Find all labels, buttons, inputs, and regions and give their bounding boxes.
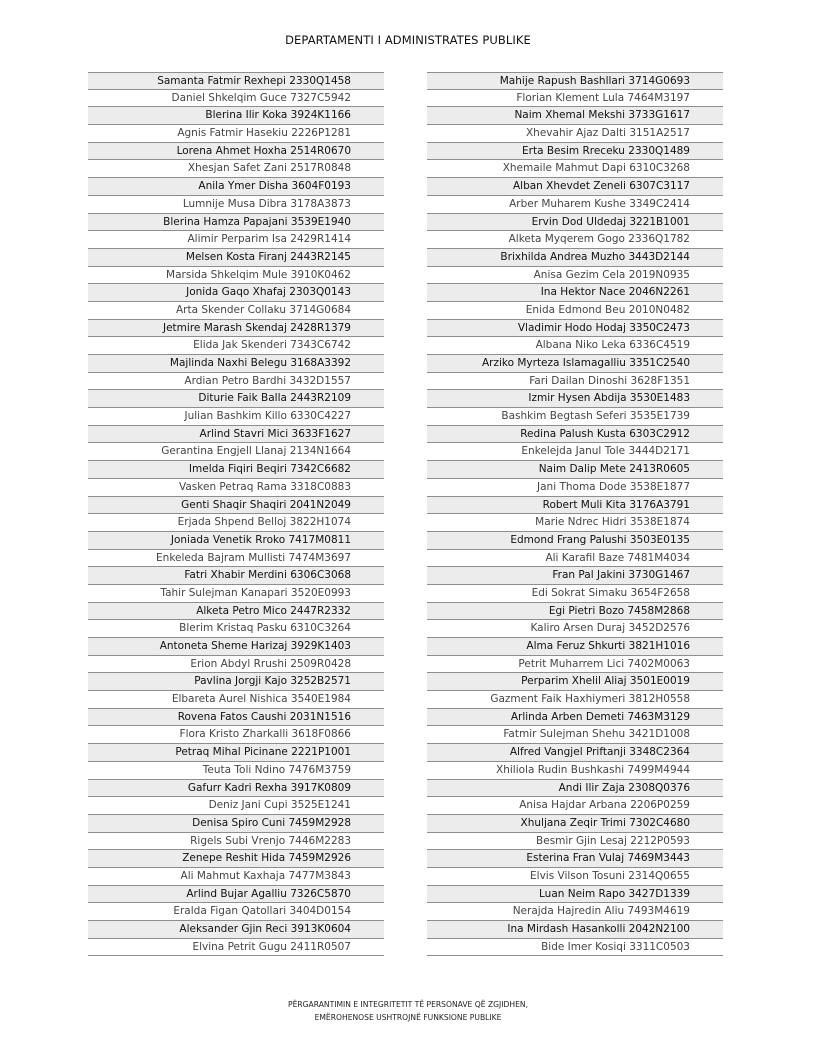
name-entry: Agnis Fatmir Hasekiu 2226P1281 xyxy=(88,125,384,143)
name-entry: Xhevahir Ajaz Dalti 3151A2517 xyxy=(427,125,723,143)
name-entry: Xhuljana Zeqir Trimi 7302C4680 xyxy=(427,815,723,833)
name-entry: Lorena Ahmet Hoxha 2514R0670 xyxy=(88,143,384,161)
name-entry: Xhiliola Rudin Bushkashi 7499M4944 xyxy=(427,762,723,780)
name-entry: Enkeleda Bajram Mullisti 7474M3697 xyxy=(88,550,384,568)
name-entry: Izmir Hysen Abdija 3530E1483 xyxy=(427,390,723,408)
name-entry: Andi Ilir Zaja 2308Q0376 xyxy=(427,780,723,798)
name-entry: Besmir Gjin Lesaj 2212P0593 xyxy=(427,833,723,851)
name-entry: Teuta Toli Ndino 7476M3759 xyxy=(88,762,384,780)
name-entry: Marsida Shkelqim Mule 3910K0462 xyxy=(88,267,384,285)
name-entry: Xhesjan Safet Zani 2517R0848 xyxy=(88,160,384,178)
name-entry: Albana Niko Leka 6336C4519 xyxy=(427,337,723,355)
name-entry: Ervin Dod Uldedaj 3221B1001 xyxy=(427,214,723,232)
name-entry: Petrit Muharrem Lici 7402M0063 xyxy=(427,656,723,674)
name-entry: Egi Pietri Bozo 7458M2868 xyxy=(427,603,723,621)
name-entry: Alimir Perparim Isa 2429R1414 xyxy=(88,231,384,249)
name-entry: Aleksander Gjin Reci 3913K0604 xyxy=(88,921,384,939)
name-entry: Ina Hektor Nace 2046N2261 xyxy=(427,284,723,302)
name-entry: Vasken Petraq Rama 3318C0883 xyxy=(88,479,384,497)
name-entry: Alban Xhevdet Zeneli 6307C3117 xyxy=(427,178,723,196)
left-name-column xyxy=(88,72,384,956)
name-entry: Petraq Mihal Picinane 2221P1001 xyxy=(88,744,384,762)
name-entry: Tahir Sulejman Kanapari 3520E0993 xyxy=(88,585,384,603)
footer-line-2: EMËROHENOSE USHTROJNË FUNKSIONE PUBLIKE xyxy=(314,1013,502,1022)
name-entry: Esterina Fran Vulaj 7469M3443 xyxy=(427,850,723,868)
name-entry: Pavlina Jorgji Kajo 3252B2571 xyxy=(88,673,384,691)
name-entry: Florian Klement Lula 7464M3197 xyxy=(427,90,723,108)
name-entry: Fatmir Sulejman Shehu 3421D1008 xyxy=(427,726,723,744)
name-entry: Blerim Kristaq Pasku 6310C3264 xyxy=(88,620,384,638)
name-entry: Alketa Petro Mico 2447R2332 xyxy=(88,603,384,621)
name-entry: Ina Mirdash Hasankolli 2042N2100 xyxy=(427,921,723,939)
name-entry: Alfred Vangjel Priftanji 3348C2364 xyxy=(427,744,723,762)
page-title: DEPARTAMENTI I ADMINISTRATES PUBLIKE xyxy=(285,33,531,47)
name-entry: Alma Feruz Shkurti 3821H1016 xyxy=(427,638,723,656)
name-entry: Robert Muli Kita 3176A3791 xyxy=(427,497,723,515)
name-entry: Elida Jak Skenderi 7343C6742 xyxy=(88,337,384,355)
name-entry: Xhemaile Mahmut Dapi 6310C3268 xyxy=(427,160,723,178)
name-entry: Elvis Vilson Tosuni 2314Q0655 xyxy=(427,868,723,886)
name-entry: Naim Xhemal Mekshi 3733G1617 xyxy=(427,107,723,125)
name-entry: Jetmire Marash Skendaj 2428R1379 xyxy=(88,320,384,338)
name-entry: Kaliro Arsen Duraj 3452D2576 xyxy=(427,620,723,638)
name-entry: Arlinda Arben Demeti 7463M3129 xyxy=(427,709,723,727)
name-entry: Anisa Hajdar Arbana 2206P0259 xyxy=(427,797,723,815)
name-entry: Alketa Myqerem Gogo 2336Q1782 xyxy=(427,231,723,249)
name-entry: Samanta Fatmir Rexhepi 2330Q1458 xyxy=(88,72,384,90)
name-entry: Deniz Jani Cupi 3525E1241 xyxy=(88,797,384,815)
name-entry: Vladimir Hodo Hodaj 3350C2473 xyxy=(427,320,723,338)
name-entry: Flora Kristo Zharkalli 3618F0866 xyxy=(88,726,384,744)
name-entry: Gerantina Engjell Llanaj 2134N1664 xyxy=(88,443,384,461)
name-entry: Ali Karafil Baze 7481M4034 xyxy=(427,550,723,568)
name-entry: Arlind Stavri Mici 3633F1627 xyxy=(88,426,384,444)
name-entry: Blerina Ilir Koka 3924K1166 xyxy=(88,107,384,125)
name-entry: Mahije Rapush Bashllari 3714G0693 xyxy=(427,72,723,90)
name-entry: Erta Besim Rreceku 2330Q1489 xyxy=(427,143,723,161)
name-entry: Jonida Gaqo Xhafaj 2303Q0143 xyxy=(88,284,384,302)
name-entry: Erjada Shpend Belloj 3822H1074 xyxy=(88,514,384,532)
name-entry: Enida Edmond Beu 2010N0482 xyxy=(427,302,723,320)
name-entry: Arziko Myrteza Islamagalliu 3351C2540 xyxy=(427,355,723,373)
name-entry: Edmond Frang Palushi 3503E0135 xyxy=(427,532,723,550)
name-entry: Diturie Faik Balla 2443R2109 xyxy=(88,390,384,408)
name-entry: Anisa Gezim Cela 2019N0935 xyxy=(427,267,723,285)
name-entry: Luan Neim Rapo 3427D1339 xyxy=(427,886,723,904)
name-entry: Gazment Faik Haxhiymeri 3812H0558 xyxy=(427,691,723,709)
name-entry: Antoneta Sheme Harizaj 3929K1403 xyxy=(88,638,384,656)
name-entry: Anila Ymer Disha 3604F0193 xyxy=(88,178,384,196)
name-entry: Lumnije Musa Dibra 3178A3873 xyxy=(88,196,384,214)
name-entry: Arlind Bujar Agalliu 7326C5870 xyxy=(88,886,384,904)
name-entry: Enkelejda Janul Tole 3444D2171 xyxy=(427,443,723,461)
name-entry: Jani Thoma Dode 3538E1877 xyxy=(427,479,723,497)
name-entry: Elbareta Aurel Nishica 3540E1984 xyxy=(88,691,384,709)
name-entry: Genti Shaqir Shaqiri 2041N2049 xyxy=(88,497,384,515)
name-entry: Arta Skender Collaku 3714G0684 xyxy=(88,302,384,320)
name-entry: Majlinda Naxhi Belegu 3168A3392 xyxy=(88,355,384,373)
name-entry: Joniada Venetik Rroko 7417M0811 xyxy=(88,532,384,550)
name-entry: Gafurr Kadri Rexha 3917K0809 xyxy=(88,780,384,798)
name-entry: Denisa Spiro Cuni 7459M2928 xyxy=(88,815,384,833)
name-entry: Marie Ndrec Hidri 3538E1874 xyxy=(427,514,723,532)
name-entry: Naim Dalip Mete 2413R0605 xyxy=(427,461,723,479)
name-entry: Melsen Kosta Firanj 2443R2145 xyxy=(88,249,384,267)
name-entry: Blerina Hamza Papajani 3539E1940 xyxy=(88,214,384,232)
name-entry: Zenepe Reshit Hida 7459M2926 xyxy=(88,850,384,868)
footer xyxy=(0,998,816,1024)
name-entry: Ali Mahmut Kaxhaja 7477M3843 xyxy=(88,868,384,886)
name-entry: Elvina Petrit Gugu 2411R0507 xyxy=(88,939,384,957)
name-entry: Edi Sokrat Simaku 3654F2658 xyxy=(427,585,723,603)
right-name-column xyxy=(427,72,723,956)
name-entry: Bide Imer Kosiqi 3311C0503 xyxy=(427,939,723,957)
name-entry: Rovena Fatos Caushi 2031N1516 xyxy=(88,709,384,727)
name-entry: Rigels Subi Vrenjo 7446M2283 xyxy=(88,833,384,851)
name-entry: Perparim Xhelil Aliaj 3501E0019 xyxy=(427,673,723,691)
name-entry: Erion Abdyl Rrushi 2509R0428 xyxy=(88,656,384,674)
name-entry: Julian Bashkim Killo 6330C4227 xyxy=(88,408,384,426)
name-entry: Arber Muharem Kushe 3349C2414 xyxy=(427,196,723,214)
name-entry: Redina Palush Kusta 6303C2912 xyxy=(427,426,723,444)
footer-line-1: PËRGARANTIMIN E INTEGRITETIT TË PERSONAVE QË ZGJIDHEN, xyxy=(288,1000,528,1009)
name-entry: Ardian Petro Bardhi 3432D1557 xyxy=(88,373,384,391)
name-entry: Brixhilda Andrea Muzho 3443D2144 xyxy=(427,249,723,267)
name-entry: Fari Dailan Dinoshi 3628F1351 xyxy=(427,373,723,391)
name-entry: Fatri Xhabir Merdini 6306C3068 xyxy=(88,567,384,585)
name-entry: Eralda Figan Qatollari 3404D0154 xyxy=(88,903,384,921)
name-entry: Daniel Shkelqim Guce 7327C5942 xyxy=(88,90,384,108)
name-entry: Imelda Fiqiri Beqiri 7342C6682 xyxy=(88,461,384,479)
name-entry: Nerajda Hajredin Aliu 7493M4619 xyxy=(427,903,723,921)
name-entry: Bashkim Begtash Seferi 3535E1739 xyxy=(427,408,723,426)
name-entry: Fran Pal Jakini 3730G1467 xyxy=(427,567,723,585)
